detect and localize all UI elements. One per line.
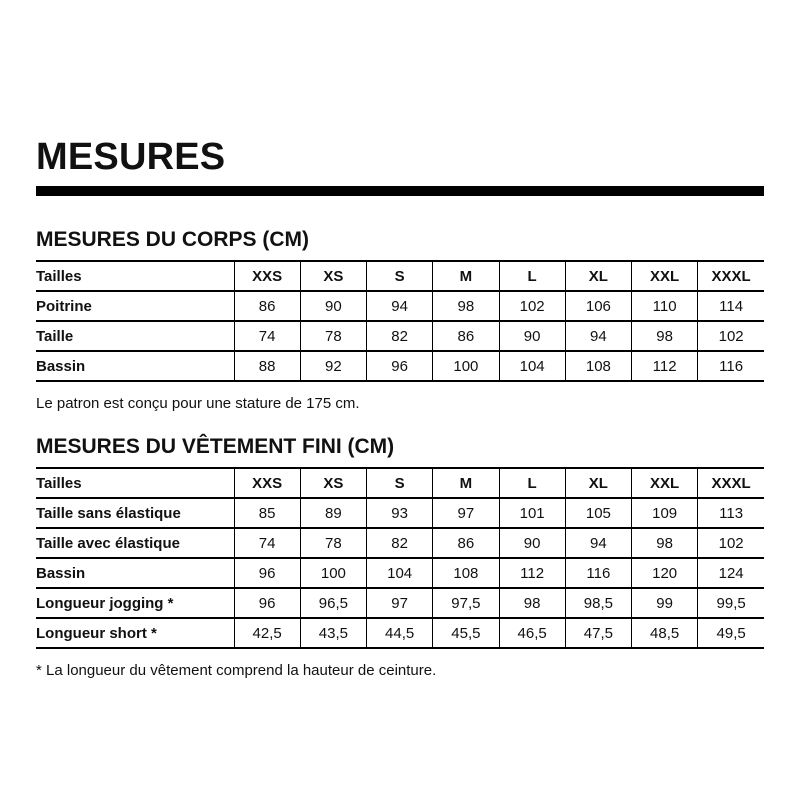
measurement-cell: 110 (632, 291, 698, 321)
measurement-cell: 94 (565, 321, 631, 351)
measurement-cell: 94 (367, 291, 433, 321)
measurement-cell: 90 (499, 528, 565, 558)
measurement-cell: 43,5 (300, 618, 366, 648)
row-label: Longueur short * (36, 618, 234, 648)
measurement-cell: 116 (565, 558, 631, 588)
size-header: XS (300, 468, 366, 498)
body-measurements-table (36, 260, 764, 382)
measurement-cell: 82 (367, 321, 433, 351)
row-label: Longueur jogging * (36, 588, 234, 618)
table-row (36, 618, 764, 648)
row-label: Taille sans élastique (36, 498, 234, 528)
size-header: XXL (632, 261, 698, 291)
measurement-cell: 47,5 (565, 618, 631, 648)
measurement-cell: 96,5 (300, 588, 366, 618)
measurement-cell: 112 (632, 351, 698, 381)
header-label: Tailles (36, 261, 234, 291)
measurement-cell: 45,5 (433, 618, 499, 648)
size-header: L (499, 261, 565, 291)
measurement-cell: 74 (234, 321, 300, 351)
measurement-cell: 86 (234, 291, 300, 321)
measurement-cell: 96 (234, 588, 300, 618)
measurement-cell: 97 (433, 498, 499, 528)
table-row (36, 588, 764, 618)
measurement-cell: 102 (499, 291, 565, 321)
measurement-cell: 92 (300, 351, 366, 381)
size-header: S (367, 468, 433, 498)
measurement-cell: 116 (698, 351, 764, 381)
measurement-cell: 114 (698, 291, 764, 321)
measurement-cell: 86 (433, 321, 499, 351)
measurement-cell: 120 (632, 558, 698, 588)
measurement-cell: 108 (565, 351, 631, 381)
measurement-cell: 100 (433, 351, 499, 381)
size-header: XXS (234, 261, 300, 291)
measurement-cell: 104 (499, 351, 565, 381)
table-row (36, 321, 764, 351)
measurement-cell: 112 (499, 558, 565, 588)
measurement-cell: 102 (698, 321, 764, 351)
measurement-cell: 90 (300, 291, 366, 321)
measurement-cell: 78 (300, 321, 366, 351)
row-label: Bassin (36, 351, 234, 381)
table-row (36, 351, 764, 381)
size-header: XL (565, 468, 631, 498)
measurement-cell: 97 (367, 588, 433, 618)
measurement-cell: 48,5 (632, 618, 698, 648)
measurement-cell: 108 (433, 558, 499, 588)
measurement-cell: 106 (565, 291, 631, 321)
row-label: Taille (36, 321, 234, 351)
page-title: MESURES (36, 136, 226, 178)
size-header: XXXL (698, 261, 764, 291)
measurement-cell: 99 (632, 588, 698, 618)
measurement-cell: 98 (499, 588, 565, 618)
measurement-cell: 74 (234, 528, 300, 558)
measurement-cell: 93 (367, 498, 433, 528)
size-header: XXXL (698, 468, 764, 498)
size-header: M (433, 468, 499, 498)
measurement-cell: 102 (698, 528, 764, 558)
measurement-cell: 99,5 (698, 588, 764, 618)
table-row (36, 291, 764, 321)
size-header: M (433, 261, 499, 291)
table-row (36, 528, 764, 558)
table-row (36, 558, 764, 588)
size-header-row (36, 468, 764, 498)
measurement-cell: 42,5 (234, 618, 300, 648)
size-header: XXS (234, 468, 300, 498)
garment-measurements-note: * La longueur du vêtement comprend la hauteur de ceinture. (36, 662, 437, 679)
measurement-cell: 78 (300, 528, 366, 558)
garment-measurements-table (36, 467, 764, 649)
measurement-cell: 98 (632, 321, 698, 351)
row-label: Taille avec élastique (36, 528, 234, 558)
measurement-cell: 85 (234, 498, 300, 528)
measurement-cell: 90 (499, 321, 565, 351)
measurement-cell: 44,5 (367, 618, 433, 648)
measurement-cell: 89 (300, 498, 366, 528)
measurement-cell: 109 (632, 498, 698, 528)
measurement-cell: 105 (565, 498, 631, 528)
row-label: Bassin (36, 558, 234, 588)
measurement-cell: 113 (698, 498, 764, 528)
size-header: XXL (632, 468, 698, 498)
measurement-cell: 98,5 (565, 588, 631, 618)
measurement-cell: 86 (433, 528, 499, 558)
body-measurements-title: MESURES DU CORPS (CM) (36, 228, 310, 251)
measurement-cell: 100 (300, 558, 366, 588)
measurement-cell: 124 (698, 558, 764, 588)
size-header: L (499, 468, 565, 498)
size-header-row (36, 261, 764, 291)
measurement-cell: 82 (367, 528, 433, 558)
measurement-cell: 101 (499, 498, 565, 528)
row-label: Poitrine (36, 291, 234, 321)
size-header: XL (565, 261, 631, 291)
garment-measurements-title: MESURES DU VÊTEMENT FINI (CM) (36, 435, 395, 458)
measurement-cell: 104 (367, 558, 433, 588)
measurement-cell: 46,5 (499, 618, 565, 648)
header-label: Tailles (36, 468, 234, 498)
measurement-cell: 97,5 (433, 588, 499, 618)
measurement-cell: 98 (433, 291, 499, 321)
measurement-cell: 98 (632, 528, 698, 558)
measurement-cell: 88 (234, 351, 300, 381)
table-row (36, 498, 764, 528)
measurement-cell: 94 (565, 528, 631, 558)
body-measurements-note: Le patron est conçu pour une stature de 175 cm. (36, 395, 360, 412)
size-header: S (367, 261, 433, 291)
size-header: XS (300, 261, 366, 291)
title-rule (36, 186, 764, 196)
measurement-cell: 49,5 (698, 618, 764, 648)
measurement-cell: 96 (234, 558, 300, 588)
measurement-cell: 96 (367, 351, 433, 381)
